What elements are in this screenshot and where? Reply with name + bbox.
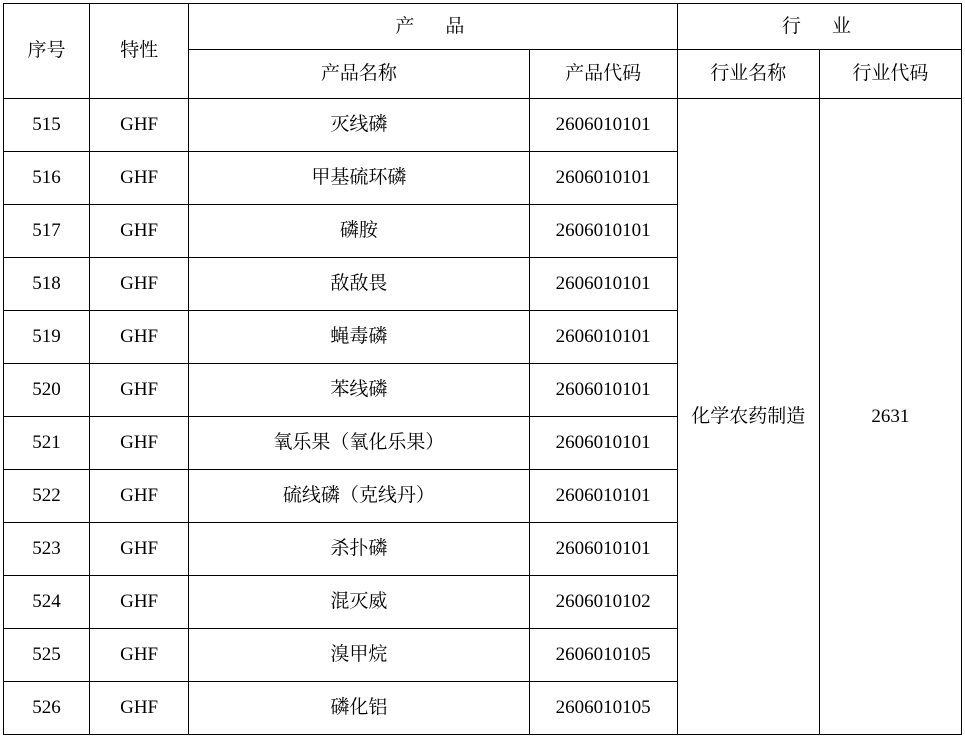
cell-product-code: 2606010101 bbox=[529, 417, 677, 470]
column-header-characteristic: 特性 bbox=[90, 4, 189, 99]
cell-characteristic: GHF bbox=[90, 576, 189, 629]
cell-seq: 515 bbox=[4, 99, 90, 152]
cell-product-code: 2606010101 bbox=[529, 364, 677, 417]
cell-characteristic: GHF bbox=[90, 417, 189, 470]
product-industry-table bbox=[3, 3, 962, 735]
column-header-product-code: 产品代码 bbox=[529, 50, 677, 99]
cell-seq: 522 bbox=[4, 470, 90, 523]
cell-product-name: 混灭威 bbox=[189, 576, 529, 629]
cell-product-name: 敌敌畏 bbox=[189, 258, 529, 311]
table-body bbox=[4, 99, 962, 735]
table-header bbox=[4, 4, 962, 99]
cell-product-code: 2606010101 bbox=[529, 258, 677, 311]
cell-product-name: 苯线磷 bbox=[189, 364, 529, 417]
cell-seq: 524 bbox=[4, 576, 90, 629]
cell-seq: 518 bbox=[4, 258, 90, 311]
cell-product-code: 2606010105 bbox=[529, 682, 677, 735]
cell-product-name: 杀扑磷 bbox=[189, 523, 529, 576]
cell-product-name: 磷化铝 bbox=[189, 682, 529, 735]
cell-seq: 516 bbox=[4, 152, 90, 205]
cell-product-name: 溴甲烷 bbox=[189, 629, 529, 682]
table-row bbox=[4, 99, 962, 152]
cell-product-code: 2606010101 bbox=[529, 523, 677, 576]
cell-product-code: 2606010101 bbox=[529, 311, 677, 364]
cell-seq: 525 bbox=[4, 629, 90, 682]
cell-seq: 521 bbox=[4, 417, 90, 470]
cell-product-code: 2606010101 bbox=[529, 470, 677, 523]
cell-characteristic: GHF bbox=[90, 99, 189, 152]
cell-industry-code: 2631 bbox=[819, 99, 961, 735]
cell-product-name: 甲基硫环磷 bbox=[189, 152, 529, 205]
cell-product-code: 2606010101 bbox=[529, 99, 677, 152]
cell-product-name: 磷胺 bbox=[189, 205, 529, 258]
cell-industry-name: 化学农药制造 bbox=[677, 99, 819, 735]
cell-product-code: 2606010101 bbox=[529, 205, 677, 258]
cell-characteristic: GHF bbox=[90, 629, 189, 682]
document-page bbox=[0, 3, 965, 755]
column-header-industry-group: 行 业 bbox=[677, 4, 961, 50]
column-header-industry-code: 行业代码 bbox=[819, 50, 961, 99]
column-header-product-name: 产品名称 bbox=[189, 50, 529, 99]
cell-product-name: 蝇毒磷 bbox=[189, 311, 529, 364]
cell-product-code: 2606010101 bbox=[529, 152, 677, 205]
cell-seq: 520 bbox=[4, 364, 90, 417]
table-header-row-group bbox=[4, 4, 962, 50]
cell-seq: 526 bbox=[4, 682, 90, 735]
cell-characteristic: GHF bbox=[90, 364, 189, 417]
cell-seq: 523 bbox=[4, 523, 90, 576]
cell-product-name: 硫线磷（克线丹） bbox=[189, 470, 529, 523]
column-header-industry-name: 行业名称 bbox=[677, 50, 819, 99]
cell-characteristic: GHF bbox=[90, 682, 189, 735]
cell-product-name: 氧乐果（氧化乐果） bbox=[189, 417, 529, 470]
cell-seq: 519 bbox=[4, 311, 90, 364]
column-header-seq: 序号 bbox=[4, 4, 90, 99]
column-header-product-group: 产 品 bbox=[189, 4, 678, 50]
cell-product-name: 灭线磷 bbox=[189, 99, 529, 152]
cell-characteristic: GHF bbox=[90, 311, 189, 364]
cell-characteristic: GHF bbox=[90, 258, 189, 311]
cell-characteristic: GHF bbox=[90, 205, 189, 258]
cell-characteristic: GHF bbox=[90, 470, 189, 523]
cell-seq: 517 bbox=[4, 205, 90, 258]
cell-characteristic: GHF bbox=[90, 152, 189, 205]
cell-product-code: 2606010105 bbox=[529, 629, 677, 682]
cell-product-code: 2606010102 bbox=[529, 576, 677, 629]
cell-characteristic: GHF bbox=[90, 523, 189, 576]
